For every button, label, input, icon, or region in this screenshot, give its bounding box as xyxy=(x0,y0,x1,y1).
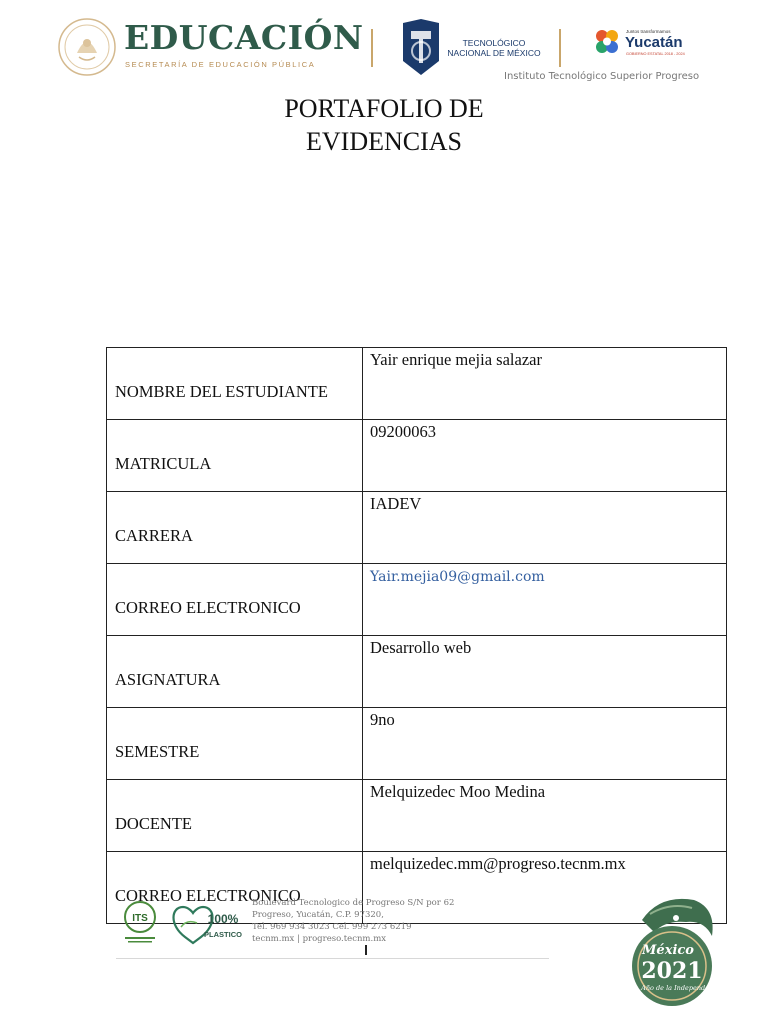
yucatan-name: Yucatán xyxy=(625,34,683,51)
table-row xyxy=(107,636,727,708)
table-row xyxy=(107,348,727,420)
title-line2: EVIDENCIAS xyxy=(306,127,462,156)
mexico-2021-badge-icon xyxy=(620,890,724,1008)
row-label: ASIGNATURA xyxy=(107,636,363,708)
row-label: MATRICULA xyxy=(107,420,363,492)
tecnm-logo-icon xyxy=(399,17,443,77)
institute-name: Instituto Tecnológico Superior Progreso xyxy=(504,71,700,82)
tecnm-name-line2: NACIONAL DE MÉXICO xyxy=(447,48,541,58)
title-line1: PORTAFOLIO DE xyxy=(284,94,484,123)
badge-year: 2021 xyxy=(641,958,703,984)
row-label: CORREO ELECTRONICO xyxy=(107,852,363,924)
table-row xyxy=(107,780,727,852)
education-title: EDUCACIÓN xyxy=(124,18,364,57)
yucatan-government: GOBIERNO ESTATAL 2018 - 2024 xyxy=(626,52,685,56)
row-value: melquizedec.mm@progreso.tecnm.mx xyxy=(363,852,727,924)
address-line: Progreso, Yucatán, C.P. 97320, xyxy=(252,910,384,920)
badge-caption: Año de la Independencia xyxy=(641,984,723,992)
header-divider xyxy=(559,29,561,67)
address-line: tecnm.mx | progreso.tecnm.mx xyxy=(252,934,387,944)
mexico-seal-icon xyxy=(57,17,117,77)
plastic-word: PLASTICO xyxy=(204,930,242,939)
address-line: Tel. 969 934 3023 Cel. 999 273 6219 xyxy=(252,922,412,932)
row-label: CARRERA xyxy=(107,492,363,564)
footer-address xyxy=(252,897,454,945)
student-info-table xyxy=(106,347,727,924)
yucatan-logo-icon xyxy=(593,27,621,57)
yucatan-tagline: Juntos transformamos xyxy=(626,29,671,34)
row-label: DOCENTE xyxy=(107,780,363,852)
student-email-link[interactable]: Yair.mejia09@gmail.com xyxy=(370,569,545,585)
page-header xyxy=(0,0,768,90)
row-label: NOMBRE DEL ESTUDIANTE xyxy=(107,348,363,420)
address-line: Boulevard Tecnologico de Progreso S/N por 62 xyxy=(252,898,455,908)
its-logo-icon xyxy=(119,899,161,945)
row-value: Yair enrique mejia salazar xyxy=(363,348,727,420)
its-logo-text: ITS xyxy=(132,913,148,924)
row-label: SEMESTRE xyxy=(107,708,363,780)
text-cursor xyxy=(365,945,367,955)
row-label: CORREO ELECTRONICO xyxy=(107,564,363,636)
education-subtitle: SECRETARÍA DE EDUCACIÓN PÚBLICA xyxy=(125,60,316,69)
page-title xyxy=(184,92,584,158)
plastic-free-logo-icon xyxy=(167,897,243,947)
row-value: 9no xyxy=(363,708,727,780)
plastic-percent: 100% xyxy=(207,912,239,926)
table-row xyxy=(107,564,727,636)
header-divider xyxy=(371,29,373,67)
footer-divider xyxy=(116,958,549,959)
row-value: 09200063 xyxy=(363,420,727,492)
table-row xyxy=(107,420,727,492)
table-row xyxy=(107,708,727,780)
row-value: Desarrollo web xyxy=(363,636,727,708)
tecnm-name-line1: TECNOLÓGICO xyxy=(462,38,526,48)
table-row xyxy=(107,492,727,564)
tecnm-name xyxy=(446,38,542,58)
badge-country: México xyxy=(642,943,694,958)
row-value: Melquizedec Moo Medina xyxy=(363,780,727,852)
row-value xyxy=(363,564,727,636)
row-value: IADEV xyxy=(363,492,727,564)
